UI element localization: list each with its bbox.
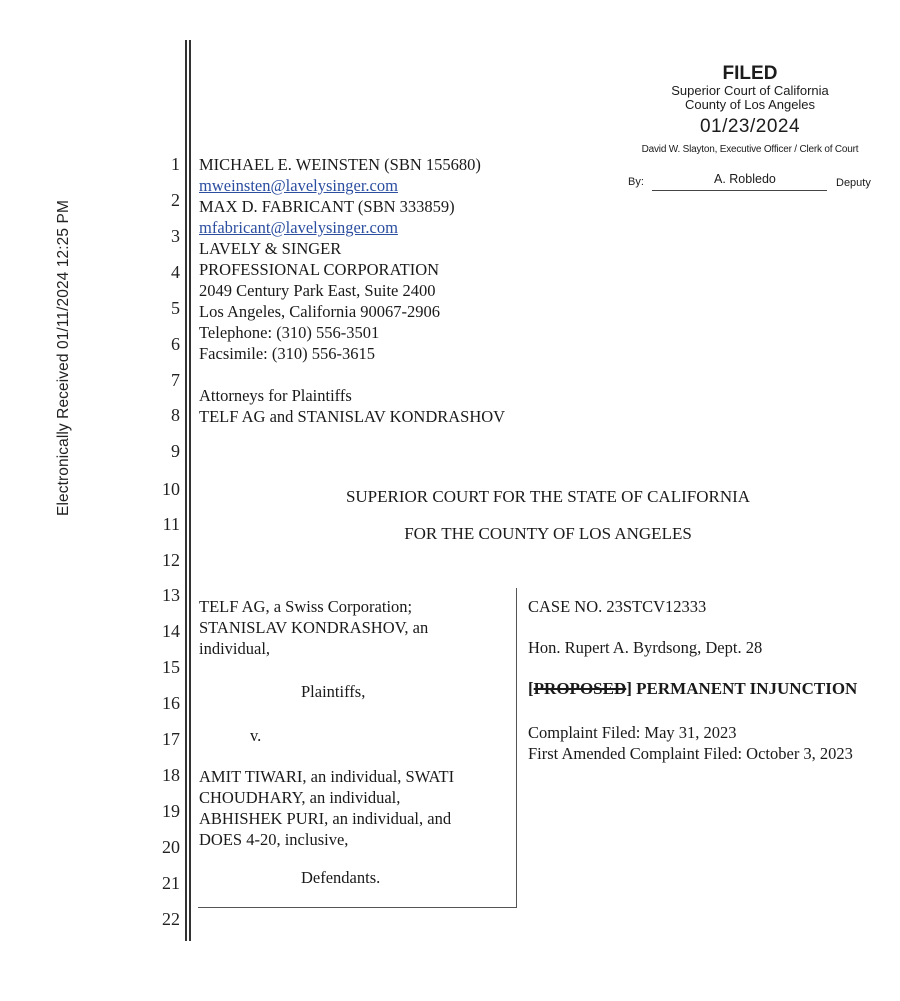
line-number: 11 (162, 514, 180, 534)
attorney-2: MAX D. FABRICANT (SBN 333859) (199, 197, 455, 216)
defendants-block (199, 766, 454, 850)
left-margin-rule-inner (189, 40, 191, 941)
title-rest: ] PERMANENT INJUNCTION (626, 679, 858, 698)
email-2-link[interactable]: mfabricant@lavelysinger.com (199, 218, 398, 237)
plaintiff-line: TELF AG, a Swiss Corporation; (199, 597, 413, 616)
line-number: 12 (162, 550, 180, 570)
filed-county: County of Los Angeles (684, 97, 816, 112)
caption-right-border (516, 588, 517, 908)
filed-date: 01/23/2024 (699, 116, 801, 137)
filed-by-name: A. Robledo (714, 172, 776, 186)
line-number: 17 (162, 729, 180, 749)
line-number: 21 (162, 873, 180, 893)
email-1-link[interactable]: mweinsten@lavelysinger.com (199, 176, 398, 195)
versus: v. (250, 726, 262, 745)
title-open-bracket: [ (528, 679, 534, 698)
line-number: 18 (162, 765, 180, 785)
line-number: 14 (162, 621, 180, 641)
line-number: 15 (162, 657, 180, 677)
line-number: 9 (171, 441, 180, 461)
facsimile: Facsimile: (310) 556-3615 (199, 344, 375, 363)
line-number: 6 (171, 334, 180, 354)
line-number: 13 (162, 585, 180, 605)
plaintiffs-block (199, 596, 428, 659)
filed-deputy-label: Deputy (836, 177, 871, 189)
defendant-line: DOES 4-20, inclusive, (199, 830, 349, 849)
document-title (528, 678, 857, 699)
filed-by-label: By: (628, 176, 644, 188)
court-title-line-1: SUPERIOR COURT FOR THE STATE OF CALIFORNIA (345, 487, 751, 506)
filed-title: FILED (722, 63, 778, 84)
attorney-1: MICHAEL E. WEINSTEN (SBN 155680) (199, 155, 481, 174)
case-number: CASE NO. 23STCV12333 (528, 597, 707, 616)
line-number: 3 (171, 226, 180, 246)
line-number: 22 (162, 909, 180, 929)
address-city: Los Angeles, California 90067-2906 (199, 302, 441, 321)
filed-court: Superior Court of California (671, 83, 829, 98)
court-title-line-2: FOR THE COUNTY OF LOS ANGELES (404, 524, 692, 543)
attorneys-for-block (199, 385, 505, 427)
address-street: 2049 Century Park East, Suite 2400 (199, 281, 436, 300)
defendant-line: AMIT TIWARI, an individual, SWATI (199, 767, 455, 786)
line-number: 8 (171, 405, 180, 425)
filed-clerk: David W. Slayton, Executive Officer / Clerk of Court (641, 144, 859, 155)
complaint-filed: Complaint Filed: May 31, 2023 (528, 723, 737, 742)
firm-type: PROFESSIONAL CORPORATION (199, 260, 440, 279)
line-number: 7 (171, 370, 180, 390)
amended-complaint-filed: First Amended Complaint Filed: October 3, 2023 (528, 744, 853, 763)
line-number: 2 (171, 190, 180, 210)
line-number: 16 (162, 693, 180, 713)
line-number: 19 (162, 801, 180, 821)
judge: Hon. Rupert A. Byrdsong, Dept. 28 (528, 638, 763, 657)
left-margin-rule-outer (185, 40, 187, 941)
filing-dates (528, 722, 853, 764)
line-number: 5 (171, 298, 180, 318)
plaintiff-line: STANISLAV KONDRASHOV, an (199, 618, 429, 637)
plaintiff-line: individual, (199, 639, 271, 658)
filed-by-underline (652, 190, 827, 191)
title-struck-word: PROPOSED (533, 679, 627, 698)
caption-bottom-border (198, 907, 516, 908)
electronic-receipt-stamp: Electronically Received 01/11/2024 12:25 PM (55, 200, 72, 516)
filed-stamp (600, 64, 900, 156)
line-number: 20 (162, 837, 180, 857)
plaintiffs-label: Plaintiffs, (301, 682, 366, 701)
attorneys-for-label: Attorneys for Plaintiffs (199, 386, 352, 405)
firm-name: LAVELY & SINGER (199, 239, 342, 258)
line-number: 4 (171, 262, 180, 282)
defendant-line: CHOUDHARY, an individual, (199, 788, 401, 807)
defendants-label: Defendants. (301, 868, 381, 887)
line-number: 1 (171, 154, 180, 174)
clients: TELF AG and STANISLAV KONDRASHOV (199, 407, 506, 426)
defendant-line: ABHISHEK PURI, an individual, and (199, 809, 452, 828)
line-number: 10 (162, 479, 180, 499)
telephone: Telephone: (310) 556-3501 (199, 323, 380, 342)
counsel-block (199, 154, 481, 364)
